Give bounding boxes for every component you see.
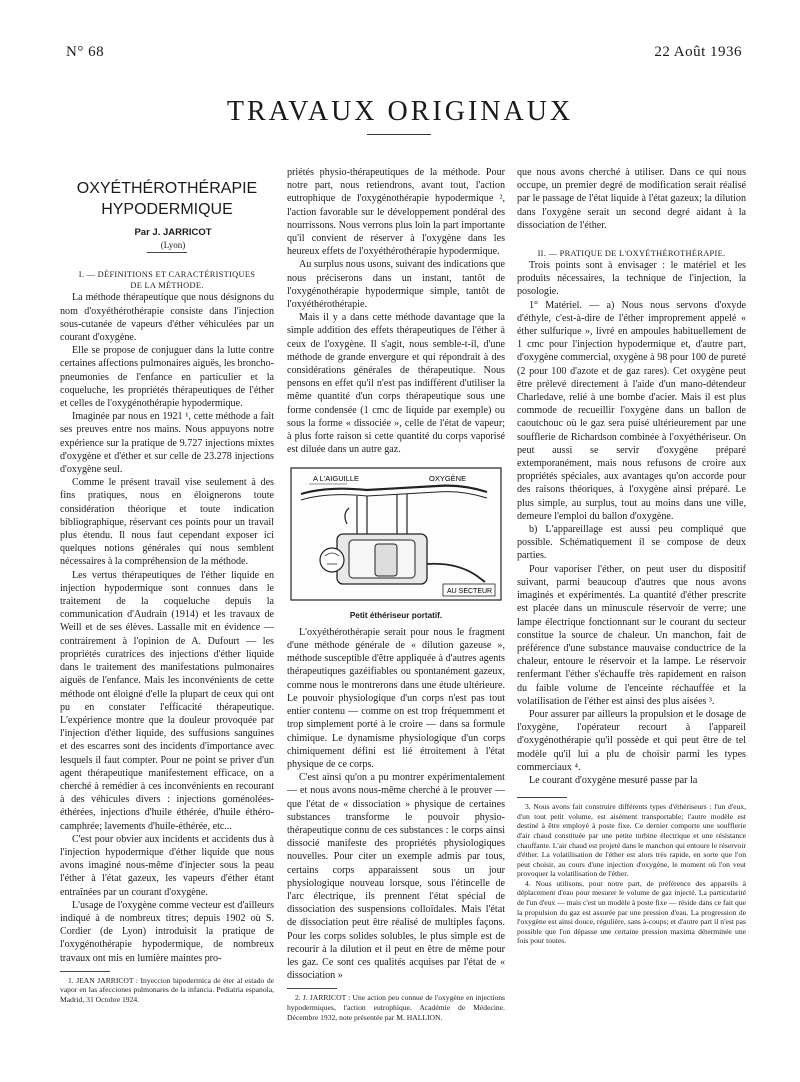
- paragraph: Pour assurer par ailleurs la propulsion et le dosage de l'oxygène, l'opérateur recourt à l'appareil d'oxygénothérapie qu'il possède et qui peut être de tel modèle qu'il lui a plu de choisir parmi les types commerciaux ⁴.: [517, 708, 746, 773]
- footnote-4: 4. Nous utilisons, pour notre part, de préférence des appareils à déplacement d'eau pour mesurer le volume de gaz injecté. La particularité de l'un d'eux — mais c'est un modèle à poste fixe — réside dans ce fait que la propulsion du gaz est assurée par une pression d'eau. La progression de l'oxygène est ainsi douce, régulière, sans à-coups; et d'autre part il n'est pas possible que l'on dépasse une certaine pression maxima déterminée une fois pour toutes.: [517, 878, 746, 946]
- paragraph: Mais il y a dans cette méthode davantage que la simple addition des effets thérapeutiques de l'éther à ceux de l'oxygène. Il s'agit, nous semble-t-il, d'une méthode de grande envergure et qui répondrait à des considérations générales de thérapeutique. Nous pensons en effet qu'il n'est pas indifférent d'utiliser la même quantité d'un corps thérapeutique sous une forme condensée (1 cmc de liquide par exemple) ou sous la forme « dissociée », celle de l'état de vapeur; à plus forte raison si cette quantité du corps vaporisé est diluée dans un autre gaz.: [287, 312, 505, 456]
- section-heading-1-line2: DE LA MÉTHODE.: [130, 281, 204, 291]
- paragraph: 1° Matériel. — a) Nous nous servons d'oxyde d'éthyle, c'est-à-dire de l'éther improprement appelé « éther sulfurique », livré en ampoules habituellement de 1 cmc pour l'injection hypodermique et, d'autre part, d'oxygène commercial, oxygène à 98 pour 100 de pureté (2 pour 100 d'azote et de gaz rares). Cet oxygène peut être prélevé directement à l'aide d'un mano-détendeur Charledave, relié à une bombe d'acier. Mais il est plus commode de recueillir l'oxygène dans un ballon de caoutchouc où le gaz sera puisé ultérieurement par une soufflerie de Richardson combinée à l'oxyéthériseur. On peut aussi se servir d'oxygène préparé extemporanément, mais nous refusons de croire aux propriétés spéciales, aux avantages qu'on accorde pour des raisons théoriques, à l'oxygène ainsi préparé. Le plus simple, au surplus, tout au moins dans une ville, demeure l'emploi du ballon d'oxygène.: [517, 299, 746, 522]
- article-title-line1: OXYÉTHÉROTHÉRAPIE: [76, 180, 258, 197]
- paragraph: C'est pour obvier aux incidents et accidents dus à l'injection hypodermique d'éther liquide que nous avons imaginé nous-même d'injecter sous la peau l'éther à l'état gazeux, les vapeurs d'éther étant entraînées par un courant d'oxygène.: [60, 833, 274, 898]
- etheriser-diagram: [287, 464, 505, 604]
- column-1: [60, 178, 274, 1058]
- etheriser-figure: [287, 464, 505, 621]
- paragraph: Au surplus nous usons, suivant des indications que nous préciserons dans un instant, tantôt de l'oxygénothérapie hypodermique simple, tantôt de l'oxyéthérothérapie.: [287, 259, 505, 311]
- label-needle: A L'AIGUILLE: [313, 474, 360, 484]
- paragraph: Comme le présent travail vise seulement à des fins pratiques, nous en éloignerons toute considération théorique et toute indication bibliographique, réservant ces points pour un travail plus étendu. Il nous faut cependant exposer ici quelques notions générales qui nous semblent nécessaires à la compréhension de la méthode.: [60, 477, 274, 568]
- column-3: [517, 166, 746, 1068]
- article-location: (Lyon): [160, 240, 186, 251]
- footnote-rule: [60, 971, 110, 972]
- column-2: [287, 166, 505, 1068]
- paragraph: La méthode thérapeutique que nous désignons du nom d'oxyéthérothérapie consiste dans l'injection sous-cutanée de vapeurs d'éther véhiculées par un courant d'oxygène.: [60, 292, 274, 344]
- section-heading-2: II. — PRATIQUE DE L'OXYÉTHÉROTHÉRAPIE.: [537, 249, 726, 259]
- paragraph: priétés physio-thérapeutiques de la méthode. Pour notre part, nous retiendrons, avant tout, l'action eutrophique de l'oxygénothérapie hypodermique ², l'action favorable sur le développement pondéral des nourrissons. Nous verrons plus loin la part importante qu'il convient de réserver à l'oxygène dans les heureux effets de l'oxyéthérothérapie hypodermique.: [287, 167, 505, 258]
- figure-caption: Petit éthériseur portatif.: [349, 610, 443, 620]
- footnote-rule: [517, 797, 567, 798]
- paragraph: Le courant d'oxygène mesuré passe par la: [529, 774, 698, 786]
- paragraph: Trois points sont à envisager : le matériel et les produits nécessaires, la technique de l'injection, la posologie.: [517, 260, 746, 298]
- paragraph: L'usage de l'oxygène comme vecteur est d'ailleurs indiqué à de nombreux titres; depuis 1902 où S. Cordier (de Lyon) introduisit la pratique de l'oxygénothérapie hypodermique, de nombreux travaux ont mis en lumière maintes pro-: [60, 899, 274, 964]
- paragraph: L'oxyéthérothérapie serait pour nous le fragment d'une méthode générale de « dilution gazeuse », méthode susceptible d'être appliquée à d'autres agents thérapeutiques gazéifiables ou spontanément gazeux, comme nous le montrerons dans une étude ultérieure. Le pouvoir physiologique d'un corps n'est pas tout entier contenu — comme on est trop fréquemment et trop simplement porté à le croire — dans sa formule chimique. Le dynamisme physiologique d'un corps chimiquement défini est lié étroitement à l'état physique de ce corps.: [287, 626, 505, 770]
- paragraph: C'est ainsi qu'on a pu montrer expérimentalement — et nous avons nous-même cherché à le prouver — que l'état de « dissociation » physique de certaines substances transforme le pouvoir physio-thérapeutique connu de ces substances : le corps ainsi dissocié manifeste des propriétés physiologiques nouvelles. Pour citer un exemple admis par tous, certains corps apparaissent sous un jour physiologique nouveau lorsque, sous l'étincelle de l'arc électrique, ils prennent l'état spécial de dissociation des suspensions colloïdales. Mais l'état de dissociation peut être réalisé de multiples façons. Pour les corps solides solubles, le plus simple est de recourir à la dilution et il peut en être de même pour les gaz. Ce sont ces qualités acquises par l'état de « dissociation »: [287, 772, 505, 982]
- paragraph: Imaginée par nous en 1921 ¹, cette méthode a fait ses preuves entre nos mains. Nous appuyons notre expérience sur la pratique de 9.727 injections mixtes d'oxygène et d'éther et sur celle de 23.278 injections d'oxygène seul.: [60, 411, 274, 476]
- paragraph: que nous avons cherché à utiliser. Dans ce qui nous occupe, un premier degré de modification serait réalisé par le passage de l'état liquide à l'état gazeux; la dilution dans l'oxygène serait un second degré aidant à la dissociation de l'éther.: [517, 167, 746, 231]
- footnote-2: 2. J. JARRICOT : Une action peu connue de l'oxygène en injections hypodermiques, l'action eutrophique. Académie de Médecine. Décembre 1932, note présentée par M. HALLION.: [287, 993, 505, 1022]
- issue-number: N° 68: [66, 44, 105, 60]
- article-author: Par J. JARRICOT: [134, 227, 212, 238]
- section-title: TRAVAUX ORIGINAUX: [226, 96, 574, 127]
- paragraph: Pour vaporiser l'éther, on peut user du dispositif suivant, parmi beaucoup d'autres que nous avons imaginés et expérimentés. La quantité d'éther prescrite est placée dans un minuscule réservoir de verre; une lampe électrique fonctionnant sur le courant du secteur constitue la source de chaleur. Un manchon, fait de préférence d'une substance mauvaise conductrice de la chaleur, entoure le réservoir et la lampe. Le réservoir renfermant l'éther s'échauffe très rapidement en raison du faible volume de l'enceinte réchauffée et la volatilisation de l'éther est ainsi des plus aisées ³.: [517, 563, 746, 707]
- footnote-1: 1. JEAN JARRICOT : Inyeccion hipodermica de éter al estado de vapor en las afecciones pulmonares de la infancia. Pediatria espanola, Madrid, 31 Octobre 1924.: [60, 975, 274, 1004]
- footnote-3: 3. Nous avons fait construire différents types d'éthériseurs : l'un d'eux, d'un tout petit volume, est aisément transportable; l'autre modèle est destiné à être employé à poste fixe. Ce dernier comporte une soufflerie d'air chaud constituée par une petite turbine électrique et une résistance chauffante. L'air chaud est projeté dans le manchon qui entoure le réservoir d'éther. La volatilisation de l'éther est alors très rapide, en sorte que l'on peut choisir, au cours d'une injection d'oxygène, le moment où l'on veut provoquer la volatilisation de l'éther.: [517, 802, 746, 879]
- article-title-line2: HYPODERMIQUE: [101, 201, 233, 218]
- paragraph: Elle se propose de conjuguer dans la lutte contre certaines affections pulmonaires aiguës, les broncho-pneumonies de l'enfance en particulier et la coqueluche, les propriétés thérapeutiques de l'éther et celles de l'oxygénothérapie hypodermique.: [60, 345, 274, 410]
- article-rule: [147, 252, 187, 253]
- article-title: [60, 178, 274, 220]
- section-heading-1: [60, 269, 274, 291]
- section-heading-1-line1: I. — DÉFINITIONS ET CARACTÉRISTIQUES: [78, 270, 256, 280]
- title-rule: [367, 134, 431, 135]
- paragraph: b) L'appareillage est aussi peu compliqué que possible. Schématiquement il se compose de deux parties.: [517, 524, 746, 562]
- label-oxygen: OXYGÈNE: [429, 474, 467, 484]
- issue-date: 22 Août 1936: [654, 44, 742, 60]
- footnote-rule: [287, 988, 337, 989]
- paragraph: Les vertus thérapeutiques de l'éther liquide en injection hypodermique sont connues dans le traitement de la coqueluche depuis la communication d'Audrain (1914) et les travaux de Weill et de ses élèves. Lassalle mit en évidence — contrairement à l'opinion de A. Dufourt — les propriétés curatrices des injections d'éther liquide dans le traitement des manifestations pulmonaires aiguës de l'enfance. Mais les inconvénients de cette méthode ont éloigné d'elle la plupart de ceux qui ont pu en constater l'efficacité thérapeutique. L'expérience montre que la douleur provoquée par l'injection d'éther liquide, des suffusions sanguines et des escarres sont des incidents d'importance avec lesquels il faut compter. Pour ne point se priver d'un agent thérapeutique manifestement efficace, on a cherché à remédier à ces inconvénients en recourant à des véhicules divers : injections goménolées-éthérées, injections d'huile éthérée, d'huile éthéro-camphrée; lavements d'huile-éthérée, etc...: [60, 569, 274, 832]
- label-mains: AU SECTEUR: [447, 588, 493, 596]
